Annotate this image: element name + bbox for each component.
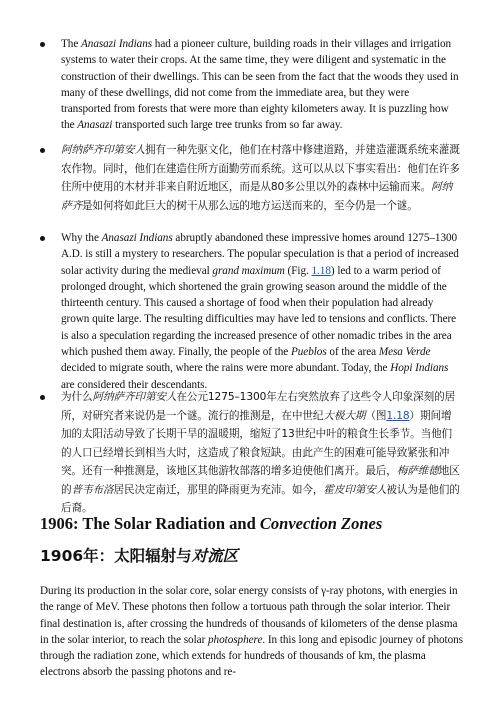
figure-reference-link[interactable]: 1.18 (386, 409, 410, 422)
emphasis-text: 霍皮印第安人 (323, 483, 387, 496)
emphasis-text: 阿纳萨齐 (61, 181, 453, 212)
emphasis-text: 大极大期 (323, 409, 366, 422)
bullet-dot (40, 236, 45, 241)
text-run: 拥有一种先驱文化，他们在村落中修建道路，并建造灌溉系统来灌溉农作物。同时，他们在建造住所方面勤劳而系统。这可以从以下事实看出：他们在许多住所中使用的木材并非来自附近地区，而是从80多公里以外的森林中运输而来。 (61, 144, 460, 193)
emphasis-text: Anasazi (77, 119, 113, 132)
text-run: decided to migrate south, where the rains were more abundant. Today, the (61, 362, 391, 375)
text-run: abruptly abandoned these impressive homes around 1275–1300 A.D. is still a mystery to researchers. The popular speculation is that a period of increased solar activity during the medieval (61, 232, 459, 277)
text-run: 地区的 (61, 465, 460, 496)
emphasis-text: 梅萨维德 (396, 465, 439, 477)
heading-italic-text: 对流区 (191, 547, 239, 565)
text-run: 是如何将如此巨大的树干从那么远的地方运送而来的，至今仍是一个谜。 (82, 199, 418, 212)
heading-text: 1906年：太阳辐射与 (40, 547, 192, 565)
section-heading-zh (40, 546, 480, 566)
emphasis-text: grand maximum (212, 264, 285, 277)
text-run: (Fig. (284, 264, 312, 277)
text-run: 被认为是他们的后裔。 (61, 483, 460, 514)
emphasis-text: photosphere (208, 633, 263, 646)
emphasis-text: Anasazi Indians (101, 232, 173, 244)
emphasis-text: 普韦布洛 (71, 483, 114, 496)
bullet-item-zh-2 (40, 388, 460, 518)
emphasis-text: Anasazi Indians (81, 38, 153, 50)
text-run: transported such large tree trunks from so far away. (112, 119, 343, 132)
text-run: ）期间增加的太阳活动导致了长期干旱的温暖期，缩短了13世纪中叶的粮食生长季节。当他们的人口已经增长到相当大时，这造成了粮食短缺。由此产生的困难可能导致紧张和冲突。还有一种推测是，该地区其他游牧部落的增多迫使他们离开。最后， (61, 409, 453, 477)
emphasis-text: Hopi Indians (390, 362, 449, 375)
heading-italic-text: Convection Zones (259, 514, 383, 533)
section-heading-en (40, 514, 480, 534)
heading-text: 1906: The Solar Radiation and (40, 514, 260, 533)
text-run: 为什么 (61, 391, 93, 403)
text-run: . In this long and episodic journey of photons through the radiation zone, which extends for hundreds of thousands of km, the plasma electrons absorb the passing photons and re- (40, 633, 463, 679)
bullet-dot (40, 148, 45, 153)
bullet-dot (40, 42, 45, 47)
text-run: During its production in the solar core, solar energy consists of γ-ray photons, with energies in the range of MeV. These photons then follow a tortuous path through the solar interior. Their final destination is, after crossing the hundreds of thousands of kilometers of the dense plasma in the solar interior, to reach the solar (40, 585, 458, 646)
figure-reference-link[interactable]: 1.18 (311, 264, 331, 277)
text-run: The (61, 38, 81, 50)
text-run: ) led to a warm period of prolonged drought, which shortened the grain growing season around the middle of the thirteenth century. This caused a shortage of food when their population had already grown quite large. The resulting difficulties may have led to tensions and conflicts. There is also a speculation regarding the increased presence of other nomadic tribes in the area which pushed them away. Finally, the people of the (61, 264, 457, 359)
paragraph-text (40, 141, 460, 215)
paragraph-text (40, 36, 460, 134)
body-paragraph-en (40, 583, 465, 681)
text-run: Why the (61, 232, 102, 244)
bullet-item-en-1 (40, 36, 460, 134)
text-run: had a pioneer culture, building roads in their villages and irrigation systems to water their crops. At the same time, they were diligent and systematic in the construction of their dwellings. This can be seen from the fact that the woods they used in many of these dwellings, did not come from the immediate area, but they were transported from forests that were more than eighty kilometers away. It is puzzling how the (61, 38, 459, 132)
text-run: （图 (365, 409, 387, 422)
bullet-dot (40, 395, 45, 400)
text-run: 居民决定南迁，那里的降雨更为充沛。如今， (113, 483, 324, 496)
bullet-item-en-2 (40, 230, 460, 393)
emphasis-text: Pueblos (290, 346, 327, 359)
paragraph-text (40, 388, 460, 518)
emphasis-text: 阿纳萨齐印第安人 (92, 391, 177, 403)
emphasis-text: Mesa Verde (378, 346, 431, 359)
paragraph-text (40, 230, 460, 393)
text-run: 在公元1275–1300年左右突然放弃了这些令人印象深刻的居所，对研究者来说仍是一个谜。流行的推测是，在中世纪 (61, 391, 456, 422)
text-run: of the area (326, 346, 379, 359)
emphasis-text: 阿纳萨齐印第安人 (61, 144, 145, 156)
text-run: are considered their descendants. (61, 378, 208, 391)
bullet-item-zh-1 (40, 141, 460, 215)
